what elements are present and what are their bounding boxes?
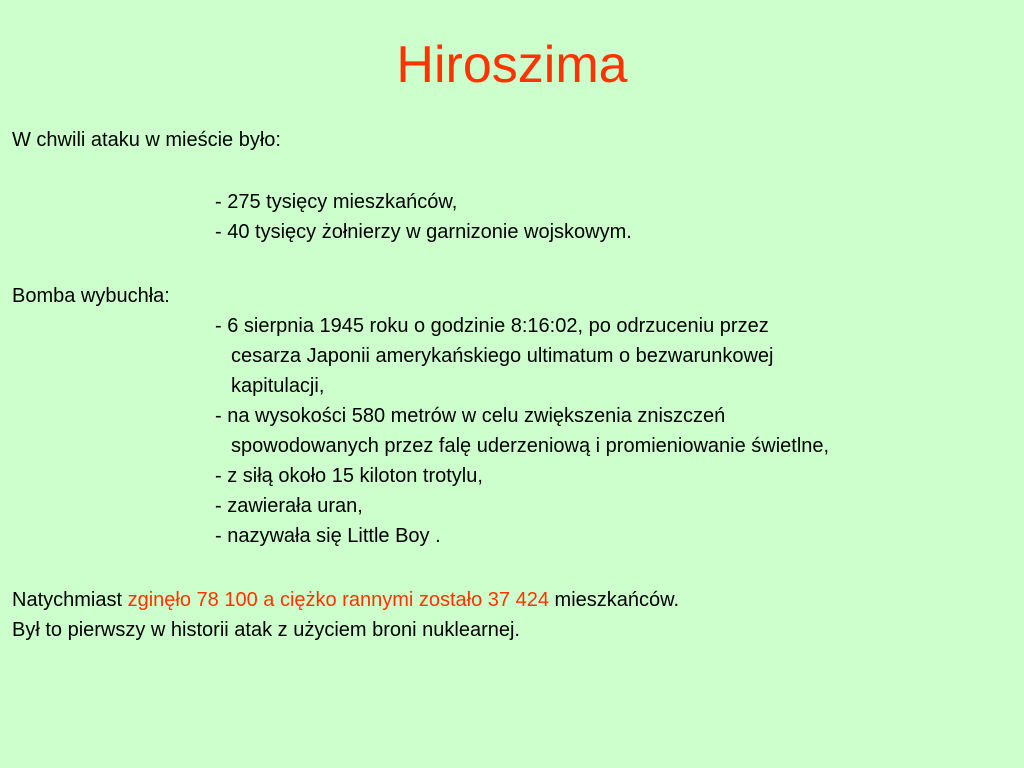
casualties-highlight: zginęło 78 100 a ciężko rannymi zostało 37 424: [127, 589, 549, 611]
closing-line: Był to pierwszy w historii atak z użyciem broni nuklearnej.: [12, 619, 520, 641]
bomb-line-altitude: - na wysokości 580 metrów w celu zwiększenia zniszczeń: [215, 405, 726, 427]
bomb-line-yield: - z siłą około 15 kiloton trotylu,: [215, 465, 483, 487]
casualties-prefix: Natychmiast: [12, 589, 128, 611]
bomb-line-uranium: - zawierała uran,: [215, 495, 363, 517]
population-item-residents: - 275 tysięcy mieszkańców,: [215, 191, 458, 213]
slide-title: Hiroszima: [396, 36, 628, 94]
intro-heading: W chwili ataku w mieście było:: [12, 129, 281, 151]
bomb-line-altitude-cont: spowodowanych przez falę uderzeniową i promieniowanie świetlne,: [231, 435, 830, 457]
bomb-line-date-cont-2: kapitulacji,: [231, 375, 325, 397]
bomb-heading: Bomba wybuchła:: [12, 285, 170, 307]
casualties-suffix: mieszkańców.: [548, 589, 680, 611]
population-item-soldiers: - 40 tysięcy żołnierzy w garnizonie wojskowym.: [215, 221, 632, 243]
bomb-line-date-cont-1: cesarza Japonii amerykańskiego ultimatum o bezwarunkowej: [231, 345, 774, 367]
casualties-line: [12, 588, 679, 612]
bomb-line-date: - 6 sierpnia 1945 roku o godzinie 8:16:02, po odrzuceniu przez: [215, 315, 769, 337]
bomb-line-name: - nazywała się Little Boy .: [215, 525, 441, 547]
